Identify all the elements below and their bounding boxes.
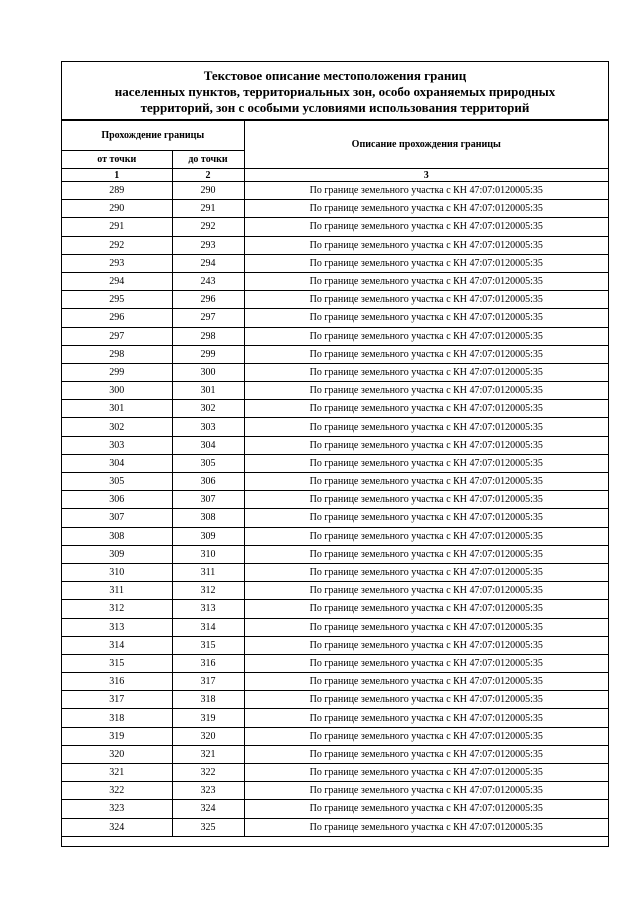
cell-description: По границе земельного участка с КН 47:07:0120005:35 (244, 327, 608, 345)
cell-to-point: 293 (172, 236, 244, 254)
cell-from-point: 299 (62, 363, 172, 381)
cell-description: По границе земельного участка с КН 47:07:0120005:35 (244, 563, 608, 581)
table-row (62, 218, 608, 236)
table-row (62, 382, 608, 400)
cell-from-point: 290 (62, 200, 172, 218)
cell-description: По границе земельного участка с КН 47:07:0120005:35 (244, 200, 608, 218)
cell-description: По границе земельного участка с КН 47:07:0120005:35 (244, 582, 608, 600)
cell-from-point: 320 (62, 745, 172, 763)
cell-description: По границе земельного участка с КН 47:07:0120005:35 (244, 382, 608, 400)
cell-from-point: 298 (62, 345, 172, 363)
cell-from-point: 323 (62, 800, 172, 818)
cell-to-point: 290 (172, 182, 244, 200)
cell-to-point: 325 (172, 818, 244, 836)
cell-to-point: 300 (172, 363, 244, 381)
cell-from-point: 315 (62, 654, 172, 672)
title-line-1: Текстовое описание местоположения границ (203, 68, 467, 83)
cell-description: По границе земельного участка с КН 47:07:0120005:35 (244, 709, 608, 727)
table-row (62, 272, 608, 290)
cell-to-point: 313 (172, 600, 244, 618)
header-to-point: до точки (172, 151, 244, 169)
table-row (62, 527, 608, 545)
cell-to-point: 321 (172, 745, 244, 763)
cell-to-point: 311 (172, 563, 244, 581)
table-row (62, 563, 608, 581)
table-row (62, 582, 608, 600)
table-row (62, 509, 608, 527)
cell-from-point: 319 (62, 727, 172, 745)
title-line-2: населенных пунктов, территориальных зон, особо охраняемых природных (114, 84, 556, 99)
cell-from-point: 318 (62, 709, 172, 727)
table-body (62, 182, 608, 837)
table-row (62, 200, 608, 218)
cell-description: По границе земельного участка с КН 47:07:0120005:35 (244, 363, 608, 381)
cell-from-point: 289 (62, 182, 172, 200)
cell-to-point: 307 (172, 491, 244, 509)
cell-description: По границе земельного участка с КН 47:07:0120005:35 (244, 618, 608, 636)
table-row (62, 254, 608, 272)
cell-from-point: 308 (62, 527, 172, 545)
cell-from-point: 304 (62, 454, 172, 472)
cell-to-point: 319 (172, 709, 244, 727)
cell-from-point: 293 (62, 254, 172, 272)
cell-to-point: 304 (172, 436, 244, 454)
table-row (62, 600, 608, 618)
cell-description: По границе земельного участка с КН 47:07:0120005:35 (244, 418, 608, 436)
boundary-table (62, 120, 608, 837)
cell-to-point: 322 (172, 764, 244, 782)
table-row (62, 800, 608, 818)
cell-description: По границе земельного участка с КН 47:07:0120005:35 (244, 254, 608, 272)
table-row (62, 436, 608, 454)
cell-description: По границе земельного участка с КН 47:07:0120005:35 (244, 436, 608, 454)
header-passage: Прохождение границы (62, 121, 244, 151)
cell-to-point: 305 (172, 454, 244, 472)
cell-from-point: 311 (62, 582, 172, 600)
cell-from-point: 301 (62, 400, 172, 418)
cell-from-point: 300 (62, 382, 172, 400)
cell-description: По границе земельного участка с КН 47:07:0120005:35 (244, 654, 608, 672)
cell-description: По границе земельного участка с КН 47:07:0120005:35 (244, 491, 608, 509)
cell-description: По границе земельного участка с КН 47:07:0120005:35 (244, 600, 608, 618)
cell-to-point: 296 (172, 291, 244, 309)
cell-description: По границе земельного участка с КН 47:07:0120005:35 (244, 272, 608, 290)
cell-from-point: 316 (62, 673, 172, 691)
cell-description: По границе земельного участка с КН 47:07:0120005:35 (244, 782, 608, 800)
table-row (62, 454, 608, 472)
header-description: Описание прохождения границы (244, 121, 608, 169)
cell-to-point: 294 (172, 254, 244, 272)
cell-from-point: 309 (62, 545, 172, 563)
table-row (62, 491, 608, 509)
table-row (62, 418, 608, 436)
cell-to-point: 308 (172, 509, 244, 527)
header-from-point: от точки (62, 151, 172, 169)
cell-to-point: 306 (172, 473, 244, 491)
cell-from-point: 314 (62, 636, 172, 654)
table-row (62, 182, 608, 200)
table-row (62, 400, 608, 418)
cell-description: По границе земельного участка с КН 47:07:0120005:35 (244, 291, 608, 309)
cell-from-point: 306 (62, 491, 172, 509)
cell-description: По границе земельного участка с КН 47:07:0120005:35 (244, 236, 608, 254)
cell-to-point: 318 (172, 691, 244, 709)
cell-description: По границе земельного участка с КН 47:07:0120005:35 (244, 673, 608, 691)
table-row (62, 636, 608, 654)
cell-description: По границе земельного участка с КН 47:07:0120005:35 (244, 636, 608, 654)
table-row (62, 545, 608, 563)
cell-description: По границе земельного участка с КН 47:07:0120005:35 (244, 527, 608, 545)
cell-description: По границе земельного участка с КН 47:07:0120005:35 (244, 345, 608, 363)
cell-from-point: 313 (62, 618, 172, 636)
cell-from-point: 322 (62, 782, 172, 800)
cell-description: По границе земельного участка с КН 47:07:0120005:35 (244, 545, 608, 563)
cell-description: По границе земельного участка с КН 47:07:0120005:35 (244, 745, 608, 763)
cell-description: По границе земельного участка с КН 47:07:0120005:35 (244, 509, 608, 527)
table-row (62, 618, 608, 636)
cell-from-point: 317 (62, 691, 172, 709)
cell-description: По границе земельного участка с КН 47:07:0120005:35 (244, 727, 608, 745)
title-line-3: территорий, зон с особыми условиями использования территорий (140, 100, 530, 115)
table-row (62, 473, 608, 491)
cell-to-point: 292 (172, 218, 244, 236)
table-row (62, 709, 608, 727)
cell-description: По границе земельного участка с КН 47:07:0120005:35 (244, 182, 608, 200)
cell-from-point: 296 (62, 309, 172, 327)
header-col-2: 2 (172, 169, 244, 182)
cell-to-point: 312 (172, 582, 244, 600)
cell-to-point: 298 (172, 327, 244, 345)
cell-to-point: 301 (172, 382, 244, 400)
table-row (62, 782, 608, 800)
cell-description: По границе земельного участка с КН 47:07:0120005:35 (244, 400, 608, 418)
table-row (62, 345, 608, 363)
cell-description: По границе земельного участка с КН 47:07:0120005:35 (244, 764, 608, 782)
cell-to-point: 316 (172, 654, 244, 672)
cell-description: По границе земельного участка с КН 47:07:0120005:35 (244, 454, 608, 472)
cell-to-point: 315 (172, 636, 244, 654)
cell-description: По границе земельного участка с КН 47:07:0120005:35 (244, 309, 608, 327)
cell-description: По границе земельного участка с КН 47:07:0120005:35 (244, 800, 608, 818)
table-row (62, 654, 608, 672)
cell-to-point: 314 (172, 618, 244, 636)
cell-to-point: 309 (172, 527, 244, 545)
cell-to-point: 310 (172, 545, 244, 563)
cell-description: По границе земельного участка с КН 47:07:0120005:35 (244, 691, 608, 709)
cell-to-point: 299 (172, 345, 244, 363)
cell-description: По границе земельного участка с КН 47:07:0120005:35 (244, 218, 608, 236)
cell-from-point: 321 (62, 764, 172, 782)
document-title (62, 62, 608, 120)
table-row (62, 291, 608, 309)
cell-from-point: 291 (62, 218, 172, 236)
table-row (62, 327, 608, 345)
cell-from-point: 324 (62, 818, 172, 836)
cell-from-point: 307 (62, 509, 172, 527)
table-row (62, 363, 608, 381)
table-row (62, 745, 608, 763)
table-row (62, 727, 608, 745)
cell-to-point: 303 (172, 418, 244, 436)
header-col-3: 3 (244, 169, 608, 182)
cell-from-point: 292 (62, 236, 172, 254)
table-row (62, 764, 608, 782)
table-row (62, 673, 608, 691)
cell-from-point: 294 (62, 272, 172, 290)
cell-from-point: 310 (62, 563, 172, 581)
cell-from-point: 303 (62, 436, 172, 454)
cell-to-point: 243 (172, 272, 244, 290)
cell-to-point: 291 (172, 200, 244, 218)
header-col-1: 1 (62, 169, 172, 182)
cell-to-point: 324 (172, 800, 244, 818)
cell-to-point: 317 (172, 673, 244, 691)
table-row (62, 818, 608, 836)
cell-from-point: 302 (62, 418, 172, 436)
cell-description: По границе земельного участка с КН 47:07:0120005:35 (244, 818, 608, 836)
cell-to-point: 302 (172, 400, 244, 418)
cell-from-point: 295 (62, 291, 172, 309)
cell-to-point: 297 (172, 309, 244, 327)
table-row (62, 236, 608, 254)
cell-from-point: 312 (62, 600, 172, 618)
cell-to-point: 323 (172, 782, 244, 800)
cell-from-point: 297 (62, 327, 172, 345)
cell-from-point: 305 (62, 473, 172, 491)
table-row (62, 309, 608, 327)
table-row (62, 691, 608, 709)
document-frame (61, 61, 609, 847)
cell-description: По границе земельного участка с КН 47:07:0120005:35 (244, 473, 608, 491)
cell-to-point: 320 (172, 727, 244, 745)
